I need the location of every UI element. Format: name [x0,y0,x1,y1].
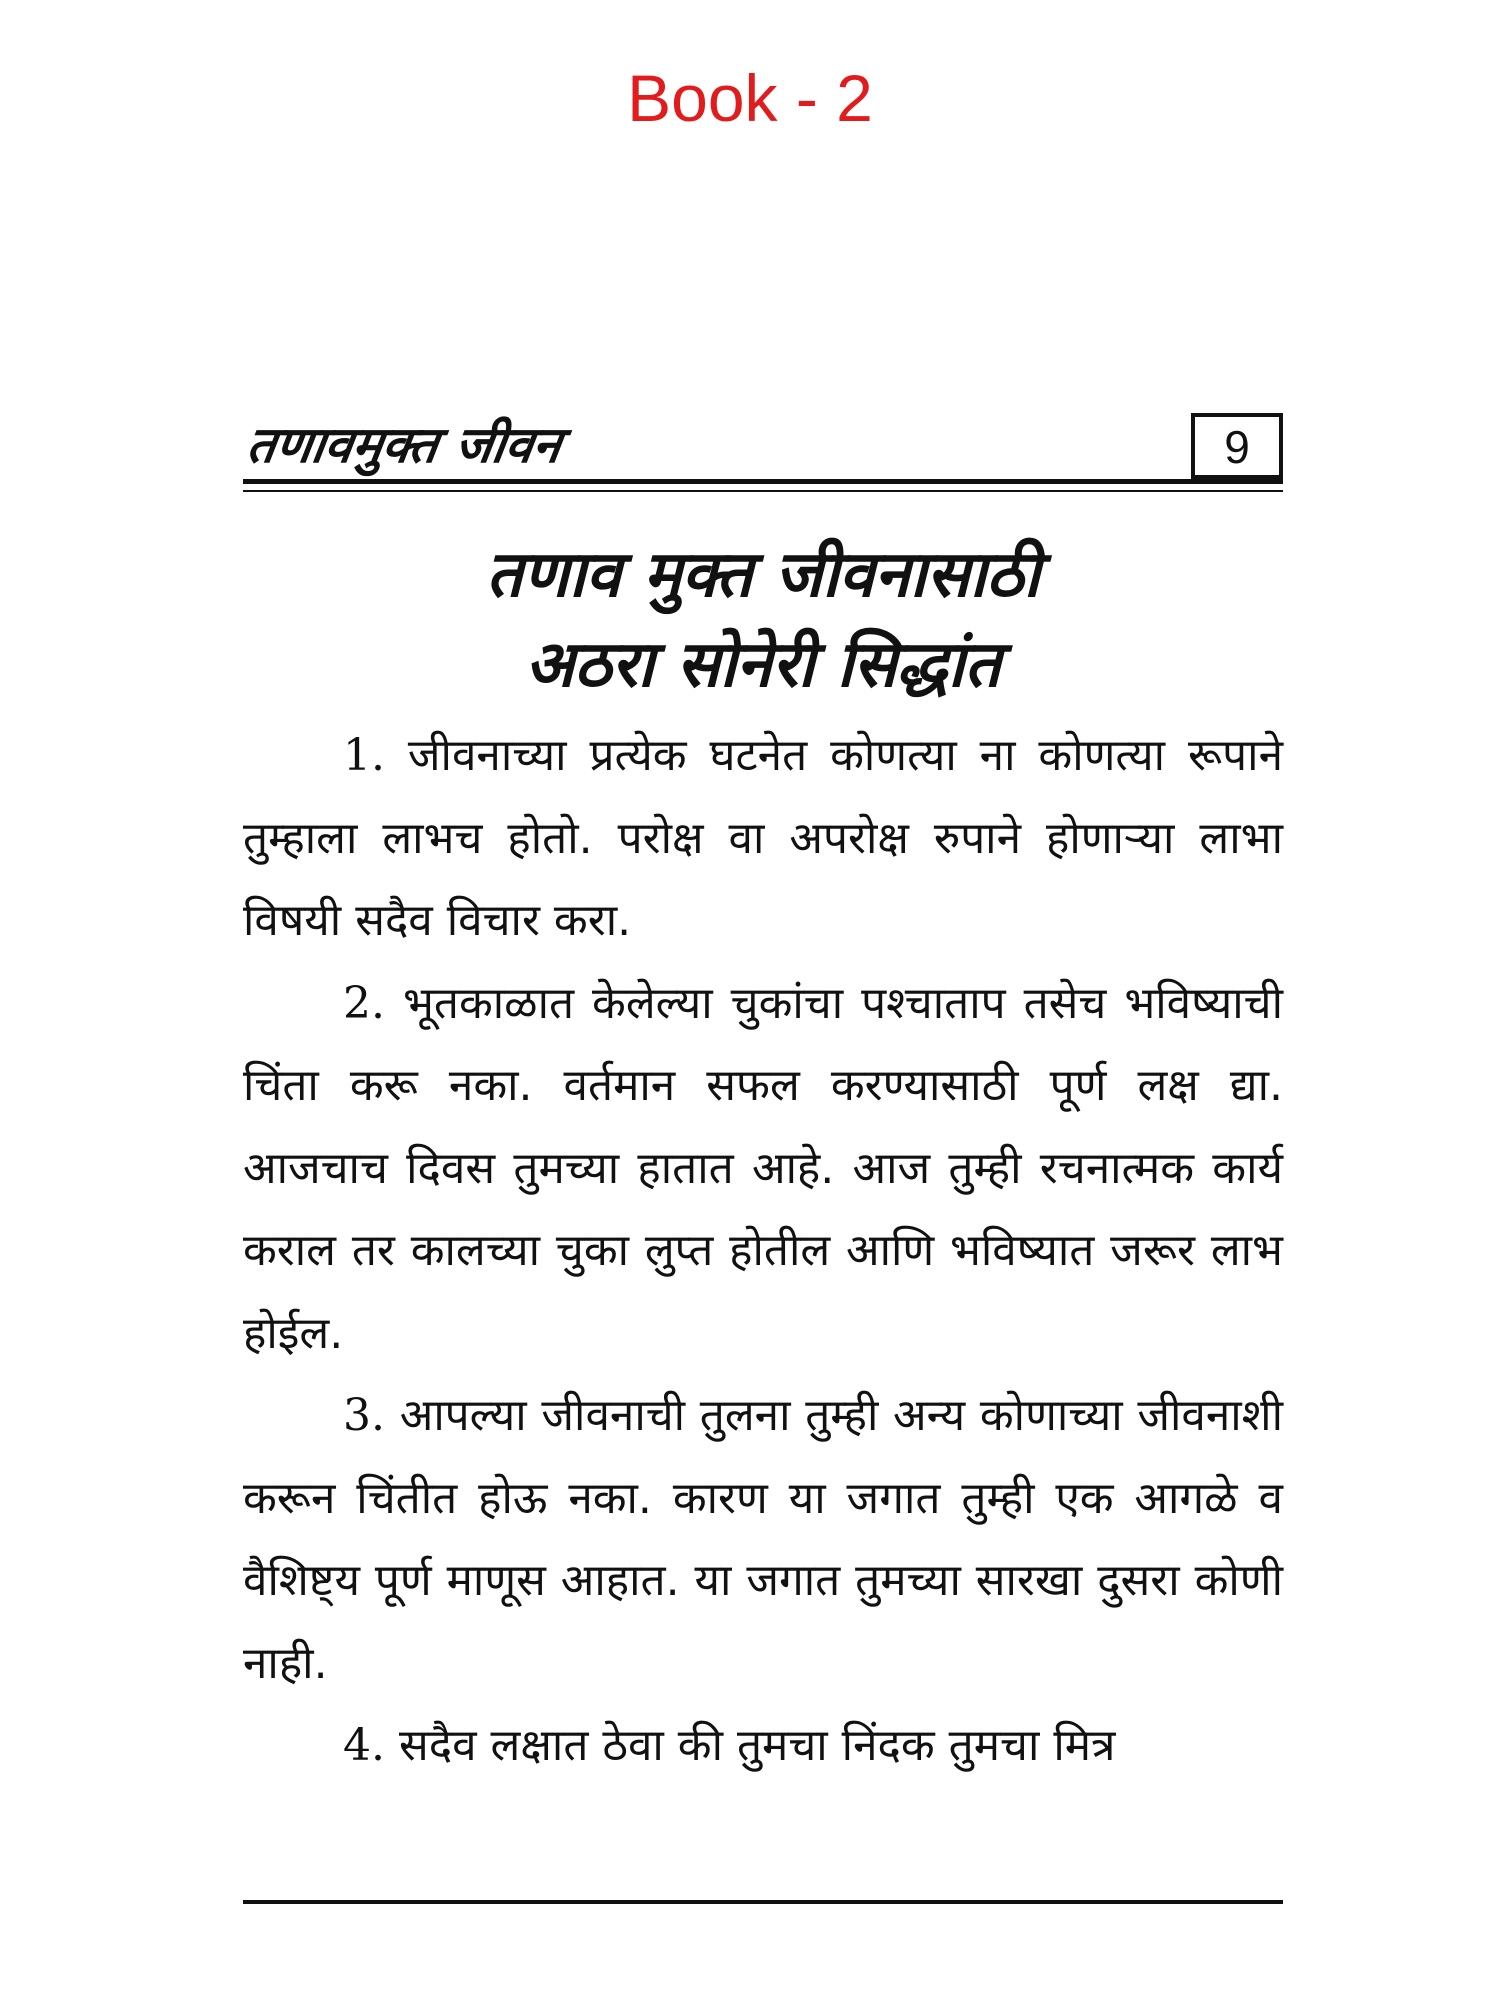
header-rule-thin [243,490,1283,492]
paragraph-number: 1. [343,730,385,781]
footer-rule [243,1900,1283,1904]
header-rule-thick [243,479,1283,484]
paragraph-number: 3. [343,1390,385,1441]
book-label: Book - 2 [627,61,873,135]
running-header [243,395,1283,500]
chapter-title-line-1: तणाव मुक्त जीवनासाठी [486,538,1040,612]
chapter-title-line-2: अठरा सोनेरी सिद्धांत [525,628,1001,702]
chapter-title [243,530,1283,710]
running-title: तणावमुक्त जीवन [243,416,565,474]
paragraph-3 [243,1375,1283,1705]
paragraph-text: सदैव लक्षात ठेवा की तुमचा निंदक तुमचा मित्र [398,1720,1116,1771]
paragraph-number: 2. [343,977,385,1029]
body-text [243,715,1283,1788]
paragraph-2 [243,963,1283,1376]
paragraph-text: जीवनाच्या प्रत्येक घटनेत कोणत्या ना कोणत्या रूपाने तुम्हाला लाभच होतो. परोक्ष वा अपरोक्ष रुपाने होणाऱ्या लाभा विषयी सदैव विचार करा. [243,730,1283,946]
page-number: 9 [1191,413,1283,479]
paragraph-1 [243,715,1283,963]
paragraph-text: भूतकाळात केलेल्या चुकांचा पश्चाताप तसेच भविष्याची चिंता करू नका. वर्तमान सफल करण्यासाठी पूर्ण लक्ष द्या. आजचाच दिवस तुमच्या हातात आहे. आज तुम्ही रचनात्मक कार्य कराल तर कालच्या चुका लुप्त होतील आणि भविष्यात जरूर लाभ होईल. [243,977,1283,1359]
paragraph-text: आपल्या जीवनाची तुलना तुम्ही अन्य कोणाच्या जीवनाशी करून चिंतीत होऊ नका. कारण या जगात तुम्ही एक आगळे व वैशिष्ट्य पूर्ण माणूस आहात. या जगात तुमच्या सारखा दुसरा कोणी नाही. [243,1390,1283,1689]
paragraph-number: 4. [343,1720,385,1771]
paragraph-4 [243,1705,1283,1788]
